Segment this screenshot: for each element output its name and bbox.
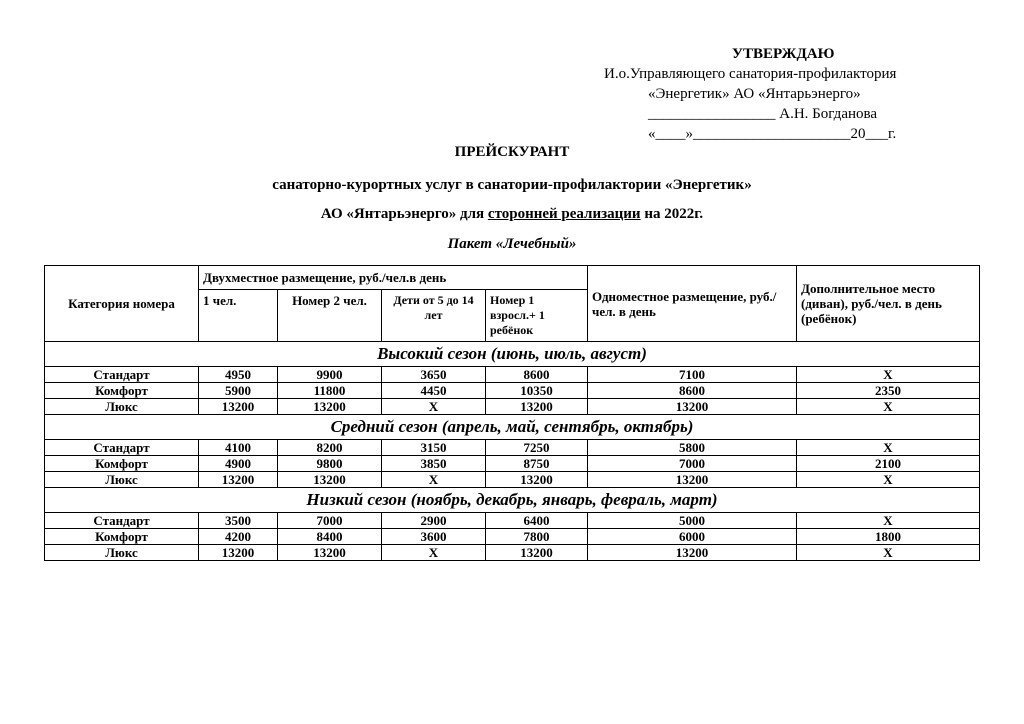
room-category-cell: Комфорт [45, 383, 199, 399]
price-cell: 3650 [382, 367, 486, 383]
price-cell: 3150 [382, 440, 486, 456]
price-cell: 4100 [199, 440, 278, 456]
approval-block [600, 44, 980, 144]
price-cell: Х [797, 545, 980, 561]
approval-date: «____»_____________________20___г. [648, 126, 897, 142]
season-row [45, 342, 980, 367]
price-cell: 3500 [199, 513, 278, 529]
table-row [45, 456, 980, 472]
price-cell: 4900 [199, 456, 278, 472]
price-cell: 11800 [278, 383, 382, 399]
room-category-cell: Стандарт [45, 513, 199, 529]
table-row [45, 399, 980, 415]
price-cell: 3600 [382, 529, 486, 545]
price-table [44, 265, 980, 561]
price-cell: Х [382, 545, 486, 561]
price-cell: 8750 [486, 456, 588, 472]
room-category-cell: Стандарт [45, 440, 199, 456]
price-cell: Х [797, 513, 980, 529]
approval-position: И.о.Управляющего санатория-профилактория [604, 66, 897, 82]
header-single: Одноместное размещение, руб./чел. в день [588, 266, 797, 342]
price-cell: 6400 [486, 513, 588, 529]
price-cell: 4200 [199, 529, 278, 545]
approval-title: УТВЕРЖДАЮ [732, 46, 835, 62]
price-cell: 13200 [588, 399, 797, 415]
price-cell: 4950 [199, 367, 278, 383]
price-cell: Х [382, 399, 486, 415]
season-row [45, 415, 980, 440]
room-category-cell: Люкс [45, 472, 199, 488]
price-cell: 9900 [278, 367, 382, 383]
price-cell: 13200 [278, 545, 382, 561]
price-cell: 13200 [199, 472, 278, 488]
approval-signature: _________________ А.Н. Богданова [648, 106, 878, 122]
approval-organization: «Энергетик» АО «Янтарьэнерго» [648, 86, 861, 102]
season-name: Низкий сезон (ноябрь, декабрь, январь, февраль, март) [45, 488, 980, 513]
room-category-cell: Люкс [45, 399, 199, 415]
price-cell: 8600 [588, 383, 797, 399]
price-cell: 13200 [486, 545, 588, 561]
price-cell: 8200 [278, 440, 382, 456]
price-cell: 4450 [382, 383, 486, 399]
price-cell: 2350 [797, 383, 980, 399]
price-cell: 10350 [486, 383, 588, 399]
price-cell: 3850 [382, 456, 486, 472]
season-name: Средний сезон (апрель, май, сентябрь, октябрь) [45, 415, 980, 440]
price-cell: 5000 [588, 513, 797, 529]
subtitle-2-underlined: сторонней реализации [487, 206, 641, 222]
price-cell: 13200 [199, 545, 278, 561]
price-cell: 1800 [797, 529, 980, 545]
room-category-cell: Комфорт [45, 529, 199, 545]
room-category-cell: Комфорт [45, 456, 199, 472]
header-room-adult-child: Номер 1 взросл.+ 1 ребёнок [486, 290, 588, 342]
table-row [45, 529, 980, 545]
table-row [45, 545, 980, 561]
price-cell: 13200 [486, 399, 588, 415]
document-title: ПРЕЙСКУРАНТ [454, 144, 570, 160]
price-cell: 2900 [382, 513, 486, 529]
room-category-cell: Стандарт [45, 367, 199, 383]
price-cell: 13200 [588, 472, 797, 488]
price-cell: 8600 [486, 367, 588, 383]
header-category: Категория номера [45, 266, 199, 342]
table-row [45, 513, 980, 529]
price-cell: 2100 [797, 456, 980, 472]
price-cell: Х [797, 399, 980, 415]
price-cell: 13200 [278, 399, 382, 415]
header-extra: Дополнительное место (диван), руб./чел. в день (ребёнок) [797, 266, 980, 342]
table-row [45, 367, 980, 383]
season-row [45, 488, 980, 513]
price-cell: 7100 [588, 367, 797, 383]
price-cell: 7000 [278, 513, 382, 529]
room-category-cell: Люкс [45, 545, 199, 561]
price-cell: 9800 [278, 456, 382, 472]
price-cell: 8400 [278, 529, 382, 545]
header-one-person: 1 чел. [199, 290, 278, 342]
price-cell: 6000 [588, 529, 797, 545]
document-subtitle-1: санаторно-курортных услуг в санатории-профилактории «Энергетик» [272, 177, 752, 193]
subtitle-2-suffix: на 2022г. [640, 206, 704, 222]
subtitle-2-prefix: АО «Янтарьэнерго» для [320, 206, 488, 222]
price-cell: 5800 [588, 440, 797, 456]
table-row [45, 440, 980, 456]
header-double: Двухместное размещение, руб./чел.в день [199, 266, 588, 290]
price-cell: 13200 [486, 472, 588, 488]
table-row [45, 383, 980, 399]
price-cell: 7000 [588, 456, 797, 472]
table-row [45, 472, 980, 488]
price-cell: 13200 [278, 472, 382, 488]
document-subtitle-2 [0, 206, 1024, 223]
header-children: Дети от 5 до 14 лет [382, 290, 486, 342]
price-cell: 13200 [199, 399, 278, 415]
price-cell: Х [797, 440, 980, 456]
header-room-2: Номер 2 чел. [278, 290, 382, 342]
price-cell: Х [797, 367, 980, 383]
price-cell: 7800 [486, 529, 588, 545]
price-cell: 7250 [486, 440, 588, 456]
price-cell: 13200 [588, 545, 797, 561]
price-cell: Х [382, 472, 486, 488]
season-name: Высокий сезон (июнь, июль, август) [45, 342, 980, 367]
price-table-body [45, 342, 980, 561]
price-cell: Х [797, 472, 980, 488]
package-name: Пакет «Лечебный» [447, 236, 577, 252]
price-cell: 5900 [199, 383, 278, 399]
